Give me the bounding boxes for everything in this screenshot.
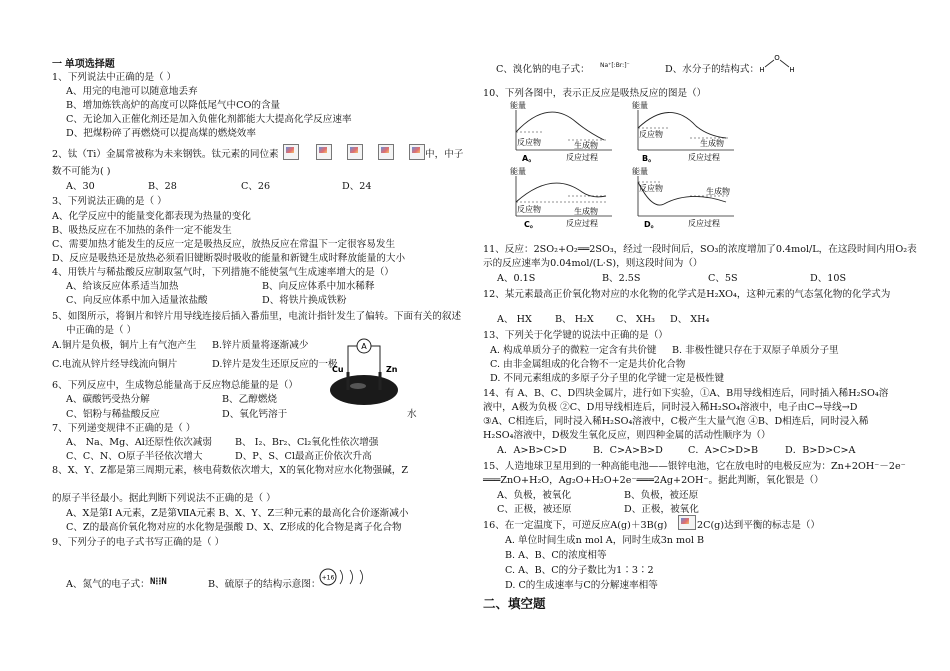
q1-option-b: B、增加炼铁高炉的高度可以降低尾气中CO的含量: [66, 100, 281, 111]
q2-option-a: A、30: [66, 181, 95, 192]
chart-a-tag: A。: [522, 154, 537, 163]
question-7: 7、下列递变规律不正确的是（ ）: [52, 423, 196, 434]
zinc-label: Zn: [386, 365, 398, 374]
chart-a-y-label: 能量: [510, 101, 526, 110]
q14-option-b: B．C>A>B>D: [593, 445, 663, 456]
q9-option-c: C、溴化钠的电子式：: [496, 64, 590, 75]
sulfur-nucleus-label: +16: [321, 574, 335, 582]
isotope-image-2: [316, 144, 332, 160]
question-14-line4: H₂SO₄溶液中，D极发生氧化反应，则四种金属的活动性顺序为（）: [483, 430, 771, 441]
oxygen-label: O: [774, 54, 780, 62]
question-9: 9、下列分子的电子式书写正确的是（ ）: [52, 537, 225, 548]
q4-option-a: A、给该反应体系适当加热: [66, 281, 179, 292]
q14-option-c: C．A>C>D>B: [688, 445, 759, 456]
question-5: 5、如图所示，将铜片和锌片用导线连接后插入番茄里，电流计指针发生了偏转。下面有关的叙述: [52, 311, 462, 322]
q15-option-c: C、正极，被还原: [497, 504, 572, 515]
chart-a-x-label: 反应过程: [566, 153, 598, 162]
q16-option-a: A. 单位时间生成n mol A，同时生成3n mol B: [505, 535, 705, 546]
reversible-arrow-image: [678, 515, 696, 530]
isotope-image-1: [283, 144, 299, 160]
q16-option-c: C. A、B、C的分子数比为1∶3∶2: [505, 565, 654, 576]
question-11: 11、反应：2SO₂+O₂══2SO₃，经过一段时间后，SO₃的浓度增加了0.4mol/L，在这段时间内用O₂表: [483, 244, 917, 255]
question-13: 13、下列关于化学键的说法中正确的是（）: [483, 330, 668, 341]
q1-option-c: C、无论加入正催化剂还是加入负催化剂都能大大提高化学反应速率: [66, 114, 352, 125]
chart-a-product: 生成物: [574, 141, 598, 150]
question-15-line2: ═══ZnO+H₂O，Ag₂O+H₂O+2e⁻═══2Ag+2OH⁻。据此判断，氧化银是（）: [483, 475, 824, 486]
q8-option-cd: C、Z的最高价氧化物对应的水化物是强酸 D、X、Z形成的化合物是离子化合物: [66, 522, 402, 533]
chart-c-reactant: 反应物: [517, 205, 541, 214]
q5-option-b: B.锌片质量将逐渐减少: [212, 340, 309, 351]
q13-option-b: B. 非极性键只存在于双原子单质分子里: [672, 345, 839, 356]
question-1: 1、下列说法中正确的是（ ）: [52, 72, 177, 83]
q6-option-d: D、氧化钙溶于: [222, 409, 288, 420]
nitrogen-electron-formula: N⁞⁞N: [150, 577, 167, 587]
question-4: 4、用铁片与稀盐酸反应制取氢气时，下列措施不能使氢气生成速率增大的是（）: [52, 267, 394, 278]
chart-c-x-label: 反应过程: [566, 219, 598, 228]
chart-b-tag: B。: [642, 154, 657, 163]
chart-d-tag: D。: [644, 220, 659, 229]
q2-option-b: B、28: [148, 181, 177, 192]
question-2-tail: 中，中子: [425, 149, 464, 160]
q6-option-c: C、铝粉与稀盐酸反应: [66, 409, 160, 420]
ammeter-label: A: [361, 342, 367, 351]
q11-option-d: D、10S: [810, 273, 847, 284]
q5-option-a: A.铜片是负极，铜片上有气泡产生: [52, 340, 197, 351]
q15-option-d: D、正极，被氧化: [624, 504, 699, 515]
question-3: 3、下列说法正确的是（ ）: [52, 196, 167, 207]
q8-option-ab: A、X是第Ⅰ A元素，Z是第ⅦA元素 B、X、Y、Z三种元素的最高化合价逐渐减小: [66, 508, 409, 519]
q15-option-a: A、负极，被氧化: [497, 490, 572, 501]
chart-b-y-label: 能量: [632, 101, 648, 110]
chart-c-product: 生成物: [574, 207, 598, 216]
q3-option-d: D、反应是吸热还是放热必须看旧键断裂时吸收的能量和新键生成时释放能量的大小: [52, 253, 406, 264]
q7-option-d: D、P、S、Cl最高正价依次升高: [235, 451, 372, 462]
energy-chart-a: [508, 100, 618, 166]
tomato-shape: [330, 375, 398, 405]
question-15-line1: 15、人造地球卫星用到的一种高能电池——银锌电池，它在放电时的电极反应为：Zn+2OH⁻－2e⁻: [483, 461, 906, 472]
q14-option-a: A．A>B>C>D: [497, 445, 567, 456]
isotope-image-5: [409, 144, 425, 160]
q4-option-b: B、向反应体系中加水稀释: [262, 281, 375, 292]
q6-option-a: A、碳酸钙受热分解: [66, 394, 150, 405]
water-structure-diagram: [756, 50, 798, 74]
q6-option-b: B、乙醇燃烧: [222, 394, 278, 405]
question-5-line2: 中正确的是（ ）: [66, 325, 137, 336]
q7-option-a: A、 Na、Mg、Al还原性依次减弱: [66, 437, 212, 448]
copper-label: Cu: [332, 365, 344, 374]
q9-option-d: D、水分子的结构式：: [665, 64, 760, 75]
q11-option-b: B、2.5S: [602, 273, 641, 284]
hydrogen-label-right: H: [789, 66, 795, 74]
question-16: 16、在一定温度下，可逆反应A(g)＋3B(g): [483, 520, 668, 531]
question-14-line1: 14、有 A、B、C、D四块金属片，进行如下实验，①A、B用导线相连后，同时插入稀H₂SO₄溶: [483, 388, 889, 399]
energy-chart-d: [630, 166, 740, 232]
q16-option-b: B. A、B、C的浓度相等: [505, 550, 607, 561]
q1-option-d: D、把煤粉碎了再燃烧可以提高煤的燃烧效率: [66, 128, 256, 139]
q12-option-d: D、 XH₄: [670, 314, 710, 325]
sodium-bromide-electron-formula: Na⁺[:Br:]⁻: [600, 62, 630, 69]
chart-d-reactant: 反应物: [639, 184, 663, 193]
isotope-image-3: [347, 144, 363, 160]
q9-option-b: B、硫原子的结构示意图：: [208, 579, 321, 590]
q9-option-a: A、氮气的电子式：: [66, 579, 150, 590]
q5-option-d: D.锌片是发生还原反应的一极: [212, 359, 338, 370]
chart-a-curve: [516, 112, 604, 140]
q1-option-a: A、用完的电池可以随意地丢弃: [66, 86, 198, 97]
q7-option-c: C、C、N、O原子半径依次增大: [66, 451, 203, 462]
q4-option-d: D、将铁片换成铁粉: [262, 295, 347, 306]
q16-option-d: D. C的生成速率与C的分解速率相等: [505, 580, 658, 591]
q2-option-d: D、24: [342, 181, 372, 192]
question-14-line3: ③A、C相连后，同时浸入稀H₂SO₄溶液中，C极产生大量气泡 ④B、D相连后，同时浸入稀: [483, 416, 869, 427]
q11-option-a: A、0.1S: [497, 273, 536, 284]
question-2: 2、钛（Ti）金属常被称为未来钢铁。钛元素的同位素: [52, 149, 279, 160]
energy-chart-b: [630, 100, 740, 166]
q11-option-c: C、5S: [708, 273, 738, 284]
q12-option-b: B、 H₂X: [555, 314, 594, 325]
energy-chart-c: [508, 166, 618, 232]
chart-d-x-label: 反应过程: [688, 219, 720, 228]
question-11-line2: 示的反应速率为0.04mol/(L·S)，则这段时间为（）: [483, 258, 703, 269]
question-14-line2: 液中，A极为负极 ②C、D用导线相连后，同时浸入稀H₂SO₄溶液中，电子由C→导线→D: [483, 402, 858, 413]
question-10: 10、下列各图中，表示正反应是吸热反应的图是（）: [483, 88, 707, 99]
hydrogen-label-left: H: [759, 66, 765, 74]
q7-option-b: B、 I₂、Br₂、Cl₂氧化性依次增强: [235, 437, 379, 448]
q12-option-a: A、 HX: [497, 314, 532, 325]
chart-a-reactant: 反应物: [517, 138, 541, 147]
question-8-line2: 的原子半径最小。据此判断下列说法不正确的是（ ）: [52, 493, 276, 504]
question-16-tail: 2C(g)达到平衡的标志是（）: [697, 520, 821, 531]
chart-b-reactant: 反应物: [639, 130, 663, 139]
chart-d-product: 生成物: [706, 187, 730, 196]
sulfur-atom-diagram: [318, 566, 378, 588]
q12-option-c: C、 XH₃: [616, 314, 656, 325]
q5-option-c: C.电流从锌片经导线流向铜片: [52, 359, 178, 370]
question-12: 12、某元素最高正价氧化物对应的水化物的化学式是H₂XO₄，这种元素的气态氢化物的化学式为: [483, 289, 891, 300]
q3-option-a: A、化学反应中的能量变化都表现为热量的变化: [52, 211, 251, 222]
chart-c-y-label: 能量: [510, 167, 526, 176]
q13-option-a: A. 构成单质分子的微粒一定含有共价键: [490, 345, 657, 356]
chart-b-product: 生成物: [700, 139, 724, 148]
q13-option-c: C. 由非金属组成的化合物不一定是共价化合物: [490, 359, 686, 370]
isotope-image-4: [378, 144, 394, 160]
section-1-heading: 一 单项选择题: [52, 59, 115, 70]
q13-option-d: D. 不同元素组成的多原子分子里的化学键一定是极性键: [490, 373, 725, 384]
chart-b-x-label: 反应过程: [688, 153, 720, 162]
section-2-heading: 二、填空题: [483, 597, 546, 611]
tomato-battery-diagram: [318, 330, 408, 410]
question-6: 6、下列反应中，生成物总能量高于反应物总能量的是（）: [52, 380, 298, 391]
question-2-line2: 数不可能为( ): [52, 166, 111, 177]
q3-option-b: B、吸热反应在不加热的条件一定不能发生: [52, 225, 232, 236]
question-8: 8、X、Y、Z都是第三周期元素，核电荷数依次增大，X的氧化物对应水化物强碱，Z: [52, 465, 409, 476]
chart-c-curve: [516, 183, 606, 202]
q4-option-c: C、向反应体系中加入适量浓盐酸: [66, 295, 208, 306]
q14-option-d: D．B>D>C>A: [785, 445, 856, 456]
chart-d-y-label: 能量: [632, 167, 648, 176]
q15-option-b: B、负极，被还原: [624, 490, 699, 501]
q2-option-c: C、26: [241, 181, 271, 192]
q3-option-c: C、需要加热才能发生的反应一定是吸热反应，放热反应在常温下一定很容易发生: [52, 239, 396, 250]
q6-option-d-end: 水: [407, 409, 417, 420]
chart-c-tag: C。: [524, 220, 538, 229]
